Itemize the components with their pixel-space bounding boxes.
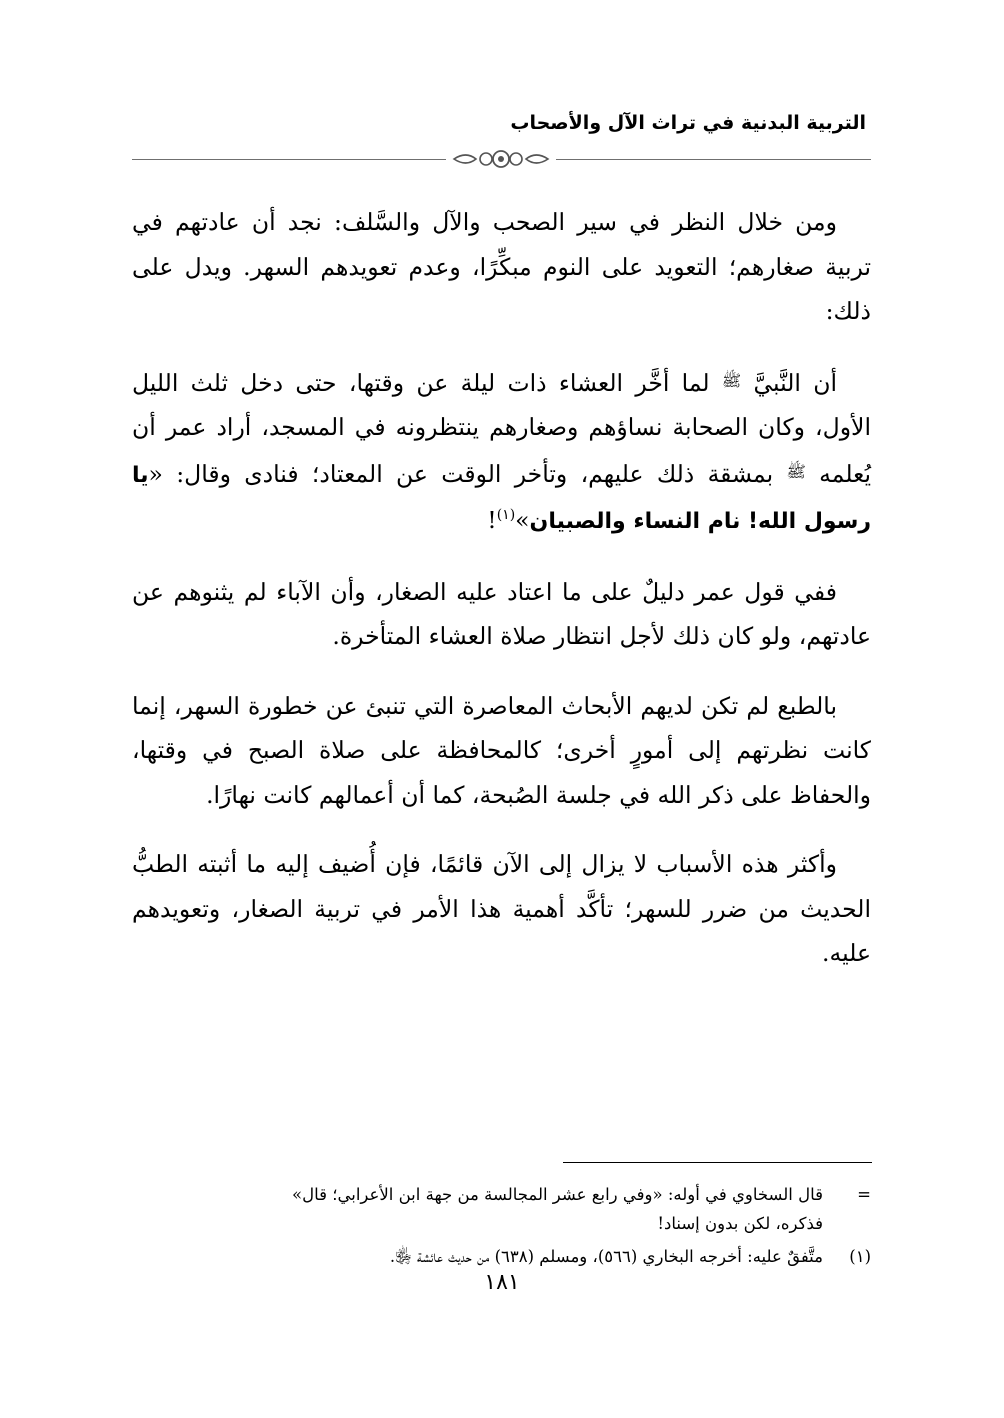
paragraph-2-part-a: أن النَّبيَّ bbox=[753, 368, 837, 397]
footnote-1-text: متَّفقٌ عليه: أخرجه البخاري (٥٦٦)، ومسلم (٦٣٨) من حديث عائشة ﵂. bbox=[389, 1247, 823, 1266]
exclamation: ! bbox=[487, 506, 497, 534]
paragraph-2 bbox=[132, 359, 871, 545]
footnotes bbox=[132, 1180, 871, 1275]
paragraph-2-part-b: لما أخَّر العشاء ذات ليلة عن وقتها، حتى دخل ثلث الليل الأول، وكان الصحابة نساؤهم وصغارهم ينتظرونه في المسجد، أراد عمر أن يُعلمه bbox=[132, 368, 871, 488]
honorific-symbol: ﷺ bbox=[721, 370, 742, 390]
footnote-continuation-marker: = bbox=[857, 1185, 871, 1204]
footnote-continuation-line-1: قال السخاوي في أوله: «وفي رابع عشر المجالسة من جهة ابن الأعرابي؛ قال» bbox=[292, 1185, 823, 1204]
quoted-call: يا رسول الله! نام النساء والصبيان bbox=[132, 462, 871, 534]
honorific-symbol: ﷺ bbox=[786, 461, 806, 481]
page-number: ١٨١ bbox=[484, 1270, 520, 1295]
footnote-continuation bbox=[132, 1180, 871, 1238]
header-ornament bbox=[446, 145, 556, 173]
paragraph-1: ومن خلال النظر في سير الصحب والآل والسَّلف: نجد أن عادتهم في تربية صغارهم؛ التعويد على النوم مبكِّرًا، وعدم تعويدهم السهر. ويدل على ذلك: bbox=[132, 208, 871, 325]
paragraph-3: ففي قول عمر دليلٌ على ما اعتاد عليه الصغار، وأن الآباء لم يثنوهم عن عادتهم، ولو كان ذلك لأجل انتظار صلاة العشاء المتأخرة. bbox=[132, 577, 871, 650]
paragraph-2-part-c: بمشقة ذلك عليهم، وتأخر الوقت عن المعتاد؛ فنادى وقال: « bbox=[148, 459, 774, 488]
footnote-1-marker: (١) bbox=[849, 1247, 871, 1266]
footnote-divider bbox=[563, 1162, 872, 1163]
paragraph-4: بالطبع لم تكن لديهم الأبحاث المعاصرة التي تنبئ عن خطورة السهر، إنما كانت نظرتهم إلى أمورٍ أخرى؛ كالمحافظة على صلاة الصبح في وقتها، والحفاظ على ذكر الله في جلسة الصُبحة، كما أن أعمالهم كانت نهارًا. bbox=[132, 691, 871, 809]
quote-close: » bbox=[515, 506, 530, 534]
main-text bbox=[132, 200, 871, 1001]
footnote-reference: (١) bbox=[496, 507, 516, 523]
footnote-continuation-line-2: فذكره، لكن بدون إسناد! bbox=[657, 1214, 823, 1233]
running-header-title: التربية البدنية في تراث الآل والأصحاب bbox=[510, 112, 866, 134]
paragraph-5: وأكثر هذه الأسباب لا يزال إلى الآن قائمًا، فإن أُضيف إليه ما أثبته الطبُّ الحديث من ضرر للسهر؛ تأكَّد أهمية هذا الأمر في تربية الصغار، وتعويدهم عليه. bbox=[132, 850, 871, 967]
footnote-1 bbox=[132, 1242, 871, 1271]
